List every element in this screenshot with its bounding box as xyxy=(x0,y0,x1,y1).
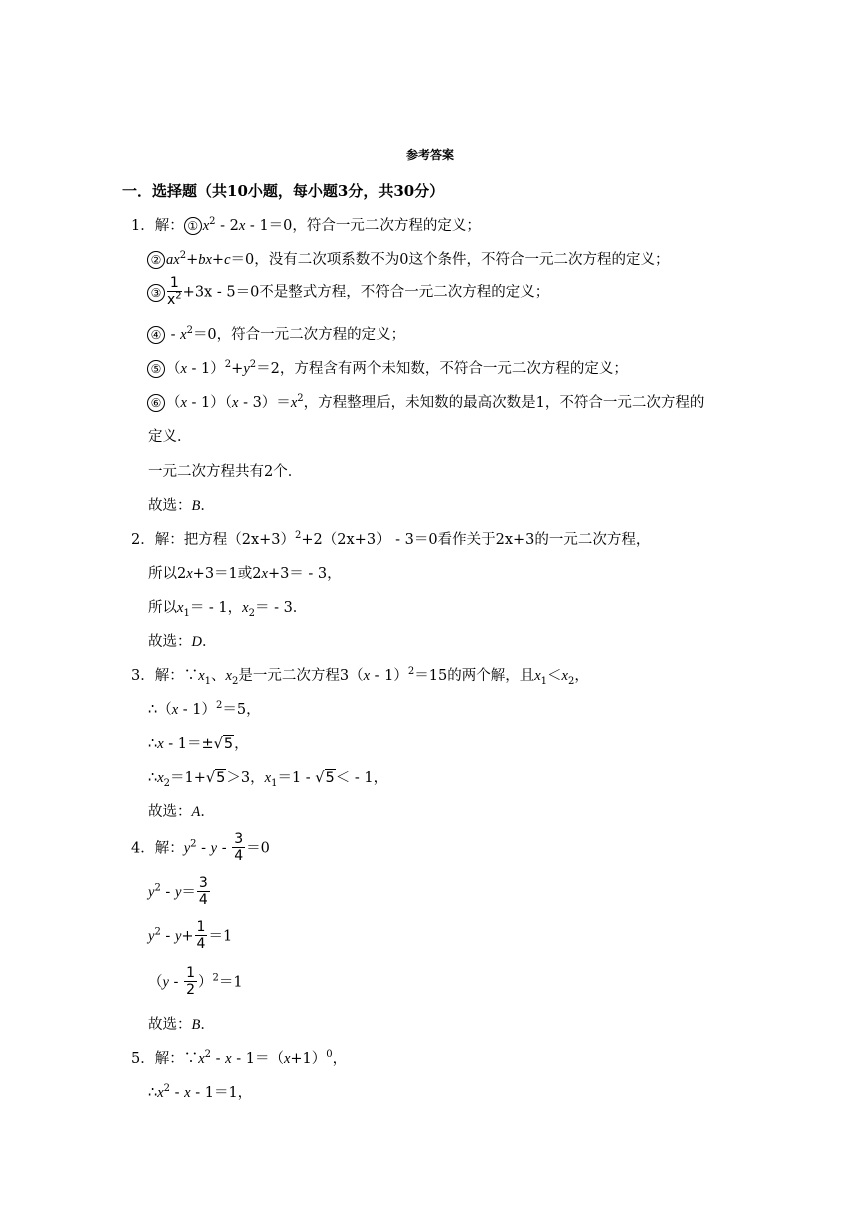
q4-line1: 4．解：$y^2$ - y - $\frac{3}{4}$ ＝0 xyxy=(131,831,270,864)
q5-line1: 5．解：$\because x^2 - x - 1=(x+1)^0$， xyxy=(131,1049,348,1067)
q1-line5: ⑤ $(x - 1)^2+y^2=2$，方程含有两个未知数，不符合一元二次方程的定义； xyxy=(147,359,628,379)
q1-line6: ⑥ $(x - 1)(x - 3)=x^2$，方程整理后，未知数的最高次数是1，不符合一元二次方程的 xyxy=(147,393,704,413)
q3-line4: $\therefore x_2=1+√5>3$，$x_1=1 - √5< - 1$， xyxy=(148,770,389,789)
q4-answer: 故选：B． xyxy=(148,1017,215,1033)
q4-number: 4． xyxy=(131,840,155,857)
q3-answer: 故选：A． xyxy=(148,804,215,820)
section-heading: 一．选择题（共10小题，每小题3分，共30分） xyxy=(122,182,445,200)
q3-line3: ∴x - 1＝±√5， xyxy=(148,736,249,752)
page-title: 参考答案 xyxy=(405,148,454,162)
q3-line1: 3．解：$\because x_1$、$x_2$是一元二次方程3（x - 1）$^2$＝15的两个解，且$x_1<x_2$， xyxy=(131,666,589,687)
q1-number: 1． xyxy=(131,218,155,234)
q3-number: 3． xyxy=(131,668,155,684)
q1-line4: ④ - $x^2=0$，符合一元二次方程的定义； xyxy=(147,325,405,345)
q4-line2: $y^2 - y=$ $\frac{3}{4}$ xyxy=(148,875,208,908)
q1-line2: ② $ax^2+bx+c=0$，没有二次项系数不为0这个条件，不符合一元二次方程的定义； xyxy=(147,250,669,270)
q5-number: 5． xyxy=(131,1051,155,1067)
q3-line2: ∴（x - 1）$^2$＝5， xyxy=(148,700,261,718)
q2-line1: 2．解：把方程$(2x+3)^2+2(2x+3) - 3=0$看作关于2x+3的一元二次方程， xyxy=(131,530,651,548)
q2-number: 2． xyxy=(131,532,155,548)
q2-answer: 故选：D． xyxy=(148,634,217,650)
q2-line3: 所以$x_1= - 1$，$x_2= - 3$． xyxy=(148,600,308,619)
sqrt-symbol: √5 xyxy=(213,736,234,752)
q1-line3: ③ $\frac{1}{x^2}$ +3x - 5＝0不是整式方程，不符合一元二次方程的定义； xyxy=(147,276,549,309)
q1-line1: 1．解： ① $x^2 - 2x - 1=0$，符合一元二次方程的定义； xyxy=(131,216,481,234)
fraction: $\frac{1}{x^2}$ xyxy=(167,275,182,308)
q1-count: 一元二次方程共有2个． xyxy=(148,464,303,480)
q4-line4: （y - $\frac{1}{2}$ ）$^2$＝1 xyxy=(148,965,243,998)
q1-answer: 故选：B． xyxy=(148,498,215,514)
q4-line3: $y^2 - y+$ $\frac{1}{4}$ ＝1 xyxy=(148,919,233,952)
q1-line7: 定义． xyxy=(148,429,192,445)
q5-line2: $\therefore x^2 - x - 1=1$， xyxy=(148,1083,253,1101)
q2-line2: 所以2x+3＝1或2x+3＝ - 3， xyxy=(148,566,342,582)
